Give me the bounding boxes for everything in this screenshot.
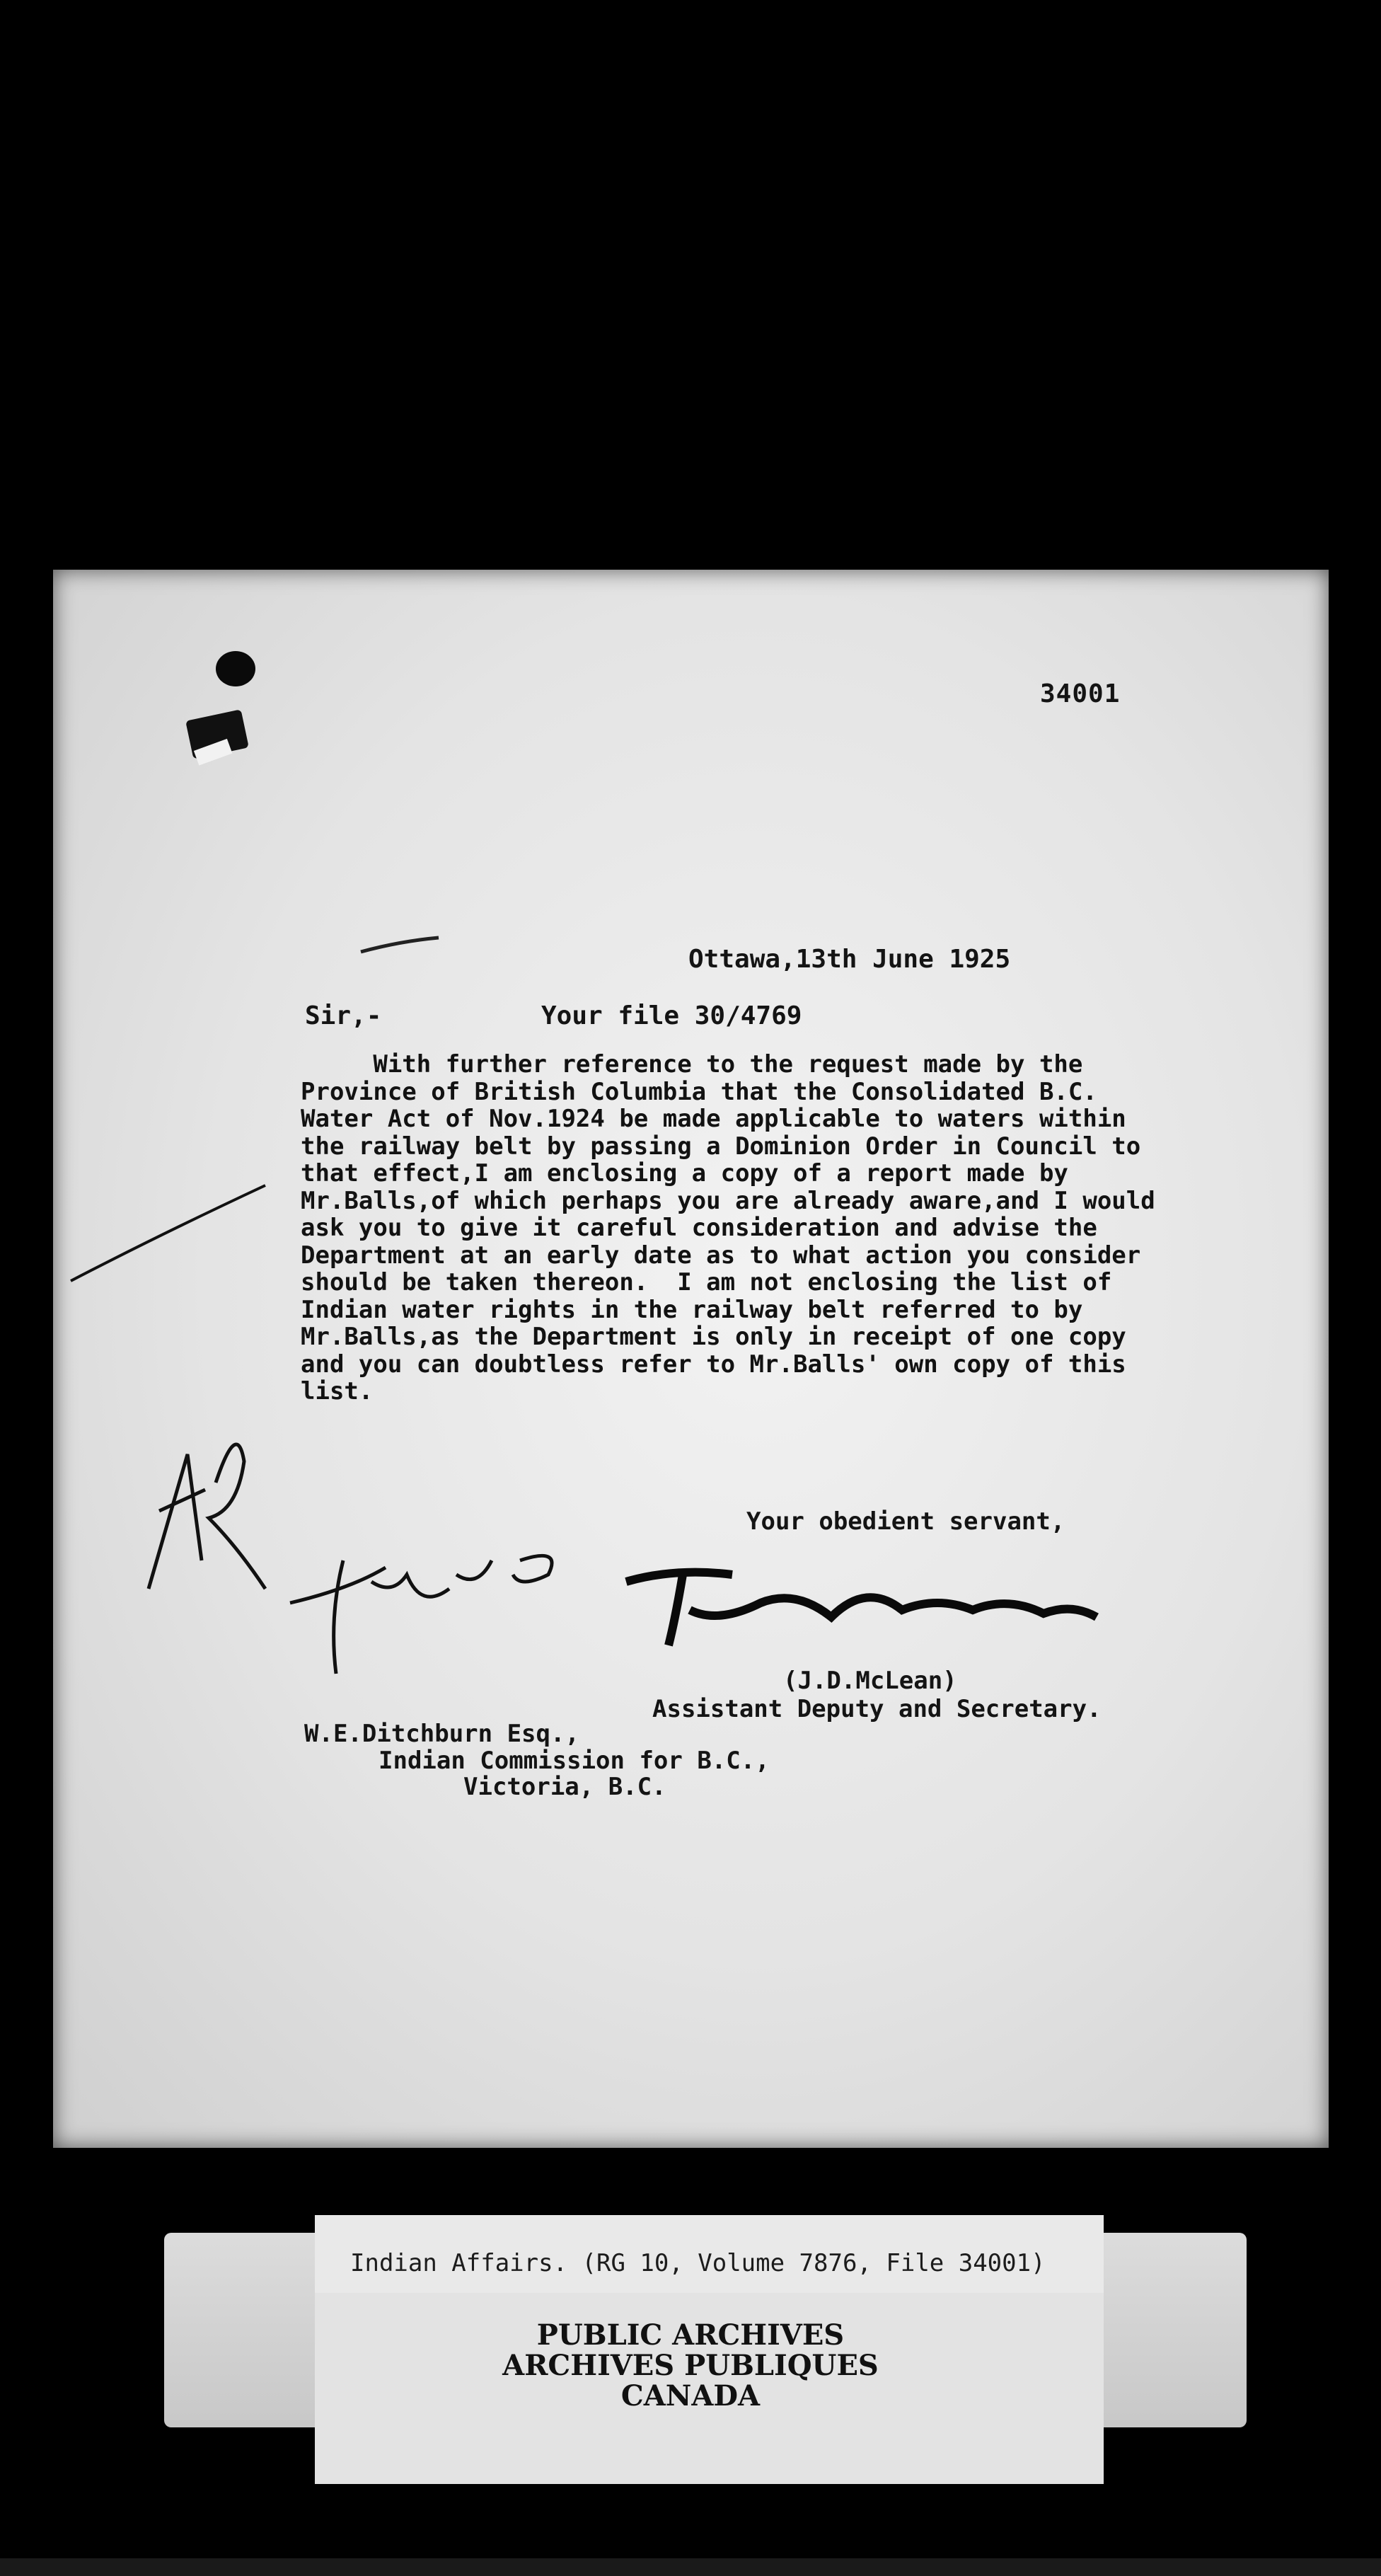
archive-reference-card [315, 2215, 1104, 2293]
letter-date: Ottawa,13th June 1925 [688, 945, 1011, 974]
body-line: ask you to give it careful consideration and advise the [301, 1214, 1097, 1242]
addressee-line: Victoria, B.C. [463, 1773, 666, 1801]
file-number: 34001 [1040, 679, 1121, 708]
addressee-line: W.E.Ditchburn Esq., [304, 1720, 579, 1748]
archive-institution [0, 2320, 1381, 2411]
body-line: Province of British Columbia that the Consolidated B.C. [301, 1077, 1097, 1106]
body-line: With further reference to the request made by the [301, 1050, 1083, 1079]
signer-title: Assistant Deputy and Secretary. [652, 1695, 1102, 1723]
body-line: Water Act of Nov.1924 be made applicable to waters within [301, 1105, 1126, 1133]
handwritten-marks [53, 570, 1329, 2148]
closing: Your obedient servant, [746, 1507, 1065, 1536]
addressee-line: Indian Commission for B.C., [379, 1747, 770, 1775]
body-line: list. [301, 1377, 374, 1405]
body-line: Mr.Balls,of which perhaps you are already aware,and I would [301, 1186, 1155, 1215]
film-edge [0, 2558, 1381, 2576]
file-reference: Your file 30/4769 [541, 1001, 802, 1030]
archive-reference: Indian Affairs. (RG 10, Volume 7876, File 34001) [350, 2249, 1046, 2277]
margin-stroke [71, 1185, 265, 1281]
institution-line: ARCHIVES PUBLIQUES [502, 2349, 879, 2382]
official-signature [626, 1572, 1097, 1645]
body-line: Department at an early date as to what action you consider [301, 1241, 1141, 1270]
institution-line: CANADA [620, 2379, 761, 2413]
body-line: the railway belt by passing a Dominion Order in Council to [301, 1132, 1141, 1161]
body-line: should be taken thereon. I am not enclosing the list of [301, 1268, 1112, 1296]
salutation: Sir,- [305, 1001, 382, 1030]
initials-signature [149, 1444, 265, 1589]
pen-dash [361, 938, 439, 952]
body-line: and you can doubtless refer to Mr.Balls' own copy of this [301, 1350, 1126, 1379]
signer-name: (J.D.McLean) [783, 1667, 957, 1695]
initials-signature [290, 1556, 552, 1674]
letter-page [53, 570, 1329, 2148]
body-line: that effect,I am enclosing a copy of a report made by [301, 1159, 1068, 1188]
body-line: Mr.Balls,as the Department is only in receipt of one copy [301, 1323, 1126, 1351]
institution-line: PUBLIC ARCHIVES [536, 2318, 845, 2352]
body-line: Indian water rights in the railway belt referred to by [301, 1295, 1083, 1324]
